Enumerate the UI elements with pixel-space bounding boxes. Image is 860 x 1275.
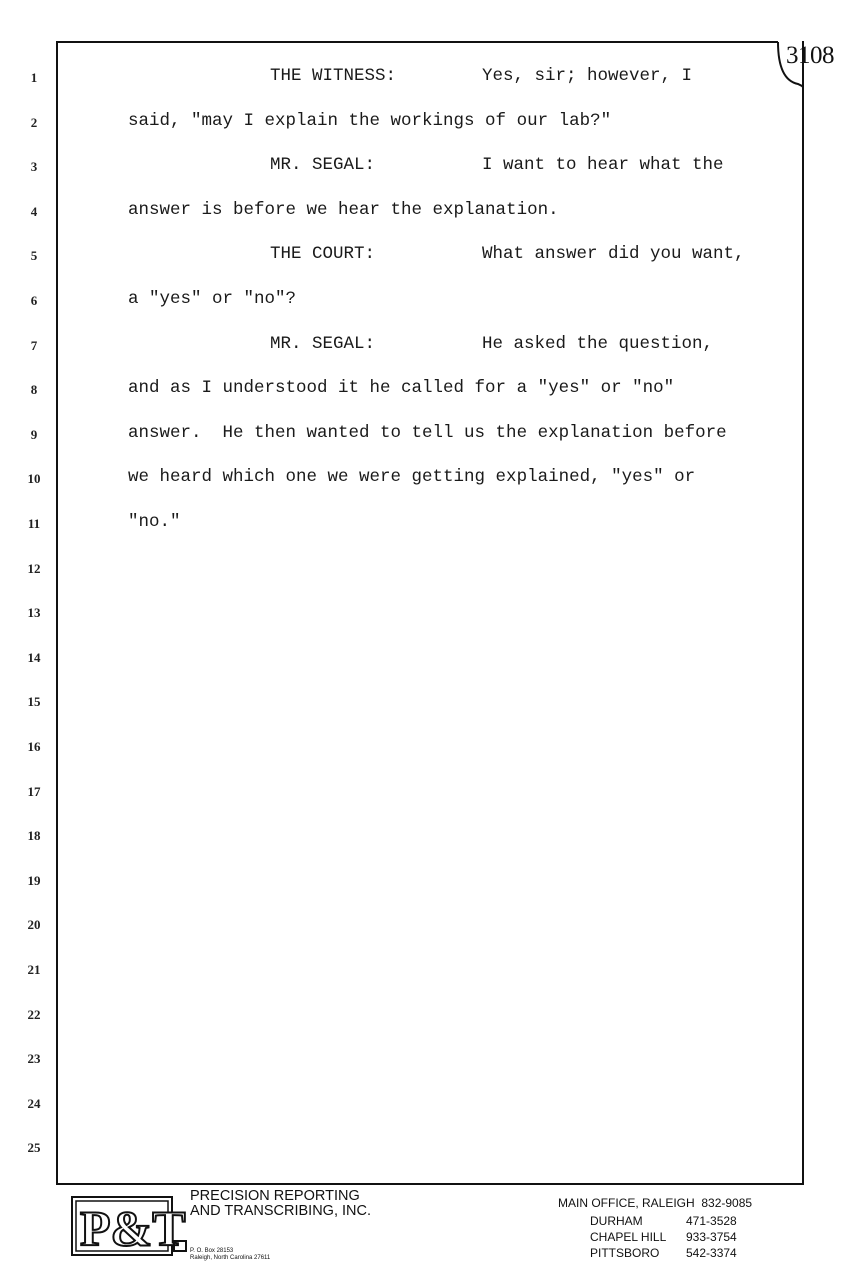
transcript-line: answer. He then wanted to tell us the explanation before — [128, 422, 727, 443]
office-phone: 933-3754 — [686, 1230, 737, 1244]
speech-text: What answer did you want, — [482, 244, 745, 265]
speaker-label: THE WITNESS: — [270, 66, 397, 86]
line-number: 12 — [27, 560, 41, 576]
office-city: PITTSBORO — [590, 1246, 660, 1260]
transcript-line: and as I understood it he called for a "yes" or "no" — [128, 378, 675, 399]
line-number: 8 — [30, 382, 38, 398]
transcript-line — [270, 66, 693, 86]
speaker-label: MR. SEGAL: — [270, 155, 376, 176]
transcript-line: answer is before we hear the explanation. — [128, 199, 559, 220]
line-number: 5 — [30, 248, 38, 264]
transcript-line: a "yes" or "no"? — [128, 289, 297, 309]
line-number: 13 — [27, 605, 41, 621]
company-name — [190, 1189, 371, 1219]
line-number: 2 — [30, 114, 38, 130]
line-number: 16 — [27, 739, 41, 754]
line-number: 3 — [30, 159, 38, 175]
company-line-1: PRECISION REPORTING — [190, 1188, 360, 1204]
transcript-line — [270, 244, 745, 265]
office-phone: 471-3528 — [686, 1214, 737, 1228]
speaker-label: MR. SEGAL: — [270, 333, 376, 354]
line-number: 1 — [30, 70, 38, 85]
line-number: 18 — [27, 828, 41, 844]
office-city: DURHAM — [590, 1214, 643, 1228]
speech-text: Yes, sir; however, I — [482, 66, 693, 86]
speech-text: He asked the question, — [482, 333, 714, 354]
transcript-line: "no." — [128, 512, 181, 532]
page-number: 3108 — [786, 42, 834, 69]
company-address — [190, 1248, 270, 1262]
line-number: 4 — [30, 203, 38, 219]
line-number: 20 — [27, 917, 41, 933]
transcript-line — [270, 333, 714, 354]
line-number: 6 — [30, 293, 38, 308]
line-number: 23 — [27, 1051, 41, 1067]
line-number: 25 — [27, 1140, 41, 1156]
line-number: 7 — [30, 337, 38, 353]
transcript-line: said, "may I explain the workings of our lab?" — [128, 110, 612, 131]
line-number: 17 — [27, 783, 41, 799]
transcript-line: we heard which one we were getting explained, "yes" or — [128, 467, 696, 488]
page-number-tab — [772, 36, 860, 88]
line-number: 14 — [27, 649, 41, 665]
logo-mark-icon — [70, 1193, 188, 1257]
transcript-line — [270, 155, 724, 176]
line-number: 22 — [27, 1006, 41, 1022]
logo-letters: P&T — [80, 1200, 186, 1256]
line-number: 24 — [27, 1095, 41, 1111]
line-number: 15 — [27, 694, 41, 710]
office-phone: 542-3374 — [686, 1246, 737, 1260]
line-number: 9 — [30, 426, 38, 442]
reporter-footer — [0, 1185, 860, 1275]
speech-text: I want to hear what the — [482, 155, 724, 176]
speaker-label: THE COURT: — [270, 244, 376, 265]
address-line-2: Raleigh, North Carolina 27611 — [190, 1255, 271, 1261]
office-phones — [558, 1196, 753, 1260]
address-line-1: P. O. Box 28153 — [190, 1248, 234, 1254]
company-logo — [70, 1193, 188, 1257]
line-number: 19 — [27, 872, 41, 888]
main-office: MAIN OFFICE, RALEIGH 832-9085 — [558, 1196, 753, 1210]
line-number: 10 — [27, 471, 41, 487]
line-number: 11 — [27, 516, 41, 531]
office-city: CHAPEL HILL — [590, 1230, 667, 1244]
company-line-2: AND TRANSCRIBING, INC. — [190, 1203, 372, 1219]
line-number: 21 — [27, 962, 41, 977]
